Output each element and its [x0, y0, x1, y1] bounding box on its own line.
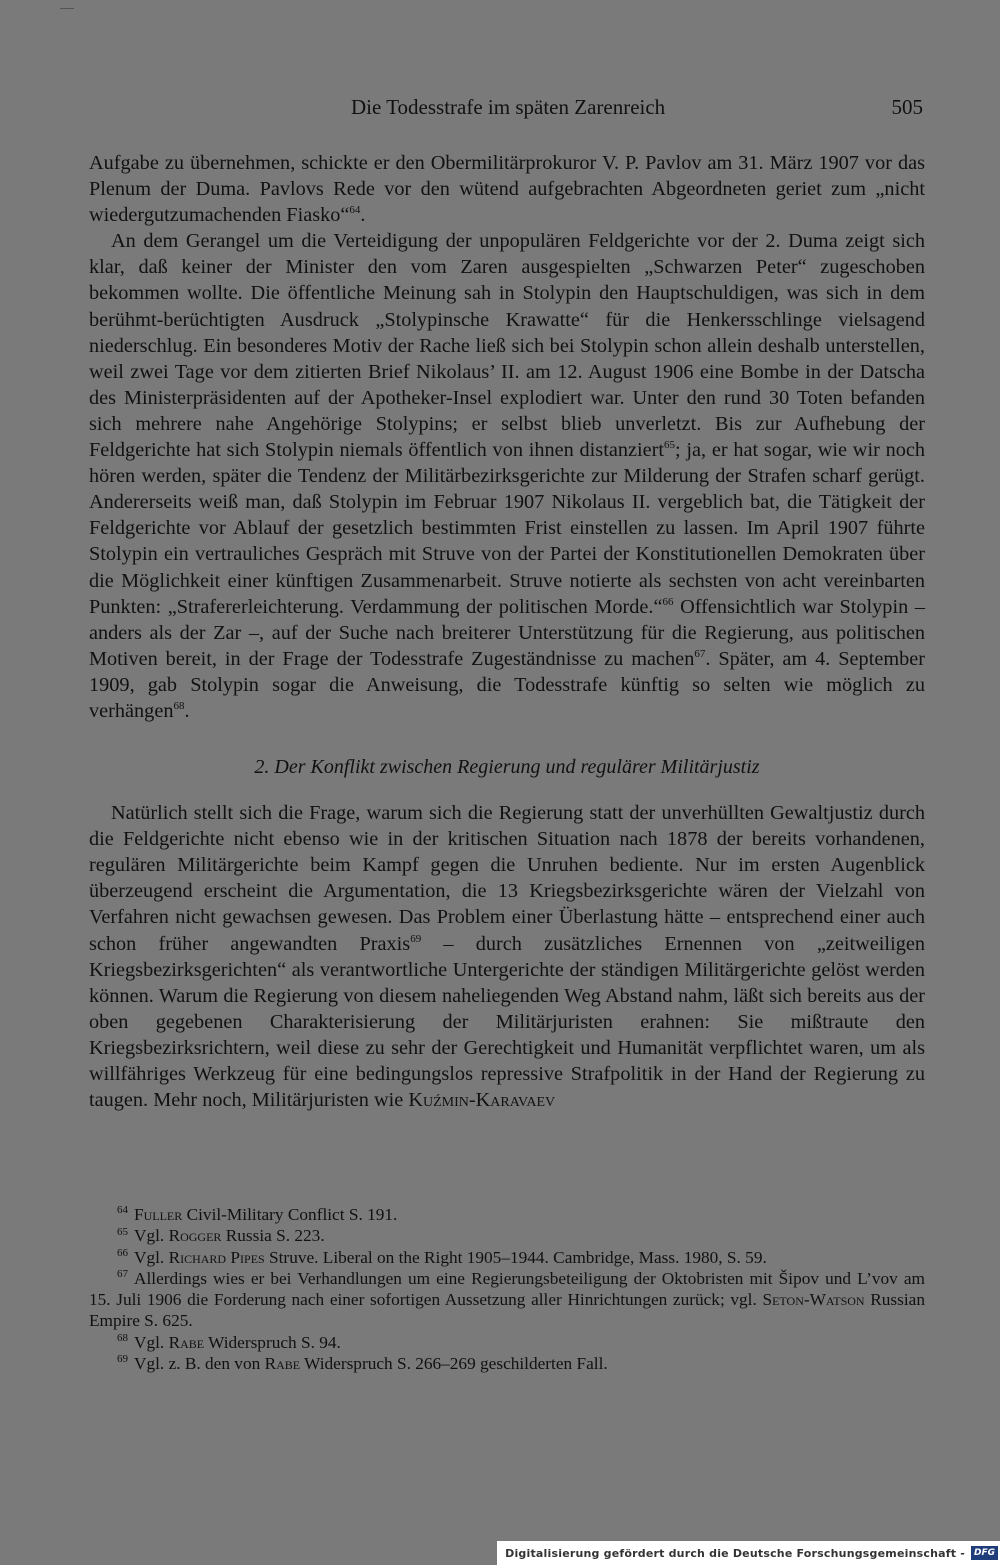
footnote-text: Widerspruch S. 266–269 geschilderten Fall. — [300, 1354, 608, 1374]
footnote-number: 65 — [117, 1225, 128, 1238]
main-text — [89, 150, 925, 1113]
footnote-text: Vgl. — [134, 1332, 169, 1352]
footnote-text: Widerspruch S. 94. — [204, 1332, 341, 1352]
footnote-ref-66: 66 — [662, 595, 674, 608]
funding-footer — [497, 1541, 1000, 1565]
footnote-68 — [89, 1332, 925, 1353]
footnote-author: Richard Pipes — [168, 1247, 265, 1267]
text-run: . — [184, 699, 190, 722]
scan-speck — [60, 8, 74, 9]
footnote-number: 67 — [117, 1268, 128, 1281]
footnote-ref-64: 64 — [349, 204, 361, 217]
footnote-65 — [89, 1225, 925, 1246]
text-run: . — [360, 204, 366, 227]
footnote-text: Struve. Liberal on the Right 1905–1944. Cambridge, Mass. 1980, S. 59. — [264, 1247, 767, 1267]
author-name: Kuźmin-Karavaev — [408, 1089, 556, 1112]
paragraph-2 — [89, 228, 925, 724]
footnote-67 — [89, 1268, 925, 1332]
text-run: . Später, am 4. September 1909, gab Stolypin sogar die Anweisung, die Todesstrafe künftig so selten wie möglich zu verhängen — [89, 647, 926, 722]
footnote-ref-67: 67 — [694, 648, 706, 661]
paragraph-1 — [89, 150, 925, 228]
footnote-ref-68: 68 — [173, 700, 185, 713]
section-heading: 2. Der Konflikt zwischen Regierung und regulärer Militärjustiz — [254, 756, 760, 779]
page-header — [89, 95, 925, 125]
footnote-author: Rabe — [264, 1354, 301, 1374]
footnote-ref-69: 69 — [410, 932, 422, 945]
footnote-text: Vgl. — [134, 1247, 169, 1267]
footnote-ref-65: 65 — [664, 439, 675, 452]
running-title: Die Todesstrafe im späten Zarenreich — [351, 95, 666, 119]
footnote-text: Civil-Military Conflict S. 191. — [182, 1205, 398, 1224]
text-run: An dem Gerangel um die Verteidigung der unpopulären Feldgerichte vor der 2. Duma zeigt sich klar, daß keiner der Minister den vom Zaren ausgespielten „Schwarzen Peter“ zugeschoben bekommen wollte. Die öffentliche Meinung sah in Stolypin den Hauptschuldigen, was sich in dem berühmt-berüchtigten Ausdruck „Stolypinsche Krawatte“ für die Henkersschlinge vielsagend niederschlug. Ein besonderes Motiv der Rache ließ sich bei Stolypin schon allein deshalb unterstellen, weil zwei Tage vor dem zitierten Brief Nikolaus’ II. am 12. August 1906 eine Bombe in der Datscha des Ministerpräsidenten auf der Apotheker-Insel explodiert war. Unter den rund 30 Toten befanden sich mehrere nahe Angehörige Stolypins; er selbst blieb unverletzt. Bis zur Aufhebung der Feldgerichte hat sich Stolypin niemals öffentlich von ihnen distanziert — [89, 230, 925, 462]
footnote-text: Russian Empire S. 625. — [89, 1290, 925, 1331]
footnote-66 — [89, 1247, 925, 1268]
text-run: Aufgabe zu übernehmen, schickte er den Obermilitärprokuror V. P. Pavlov am 31. März 1907 vor das Plenum der Duma. Pavlovs Rede vor den wütend aufgebrachten Abgeordneten geriet zum „nicht wiedergutzumachenden Fiasko“ — [89, 152, 925, 227]
page-number: 505 — [891, 95, 923, 119]
footnotes — [89, 1204, 925, 1374]
footnote-text: Vgl. — [134, 1226, 169, 1246]
footnote-text: Allerdings wies er bei Verhandlungen um eine Regierungsbeteiligung der Oktobristen mit Šipov und L’vov am 15. Juli 1906 die Forderung nach einer sofortigen Aussetzung aller Hinrichtungen zurück; vgl. — [89, 1268, 925, 1310]
footnote-author: Rogger — [168, 1226, 222, 1246]
footnote-69 — [89, 1353, 925, 1374]
text-run: ; ja, er hat sogar, wie wir noch hören werden, später die Tendenz der Militärbezirksgerichte zur Milderung der Strafen scharf gerügt. Andererseits weiß man, daß Stolypin im Februar 1907 Nikolaus II. vergeblich bat, die Tätigkeit der Feldgerichte vor Ablauf der gesetzlich bestimmten Frist einstellen zu lassen. Im April 1907 führte Stolypin ein vertrauliches Gespräch mit Struve von der Partei der Konstitutionellen Demokraten über die Möglichkeit einer künftigen Zusammenarbeit. Struve notierte als sechsten von acht vereinbarten Punkten: „Strafererleichterung. Verdammung der politischen Morde.“ — [89, 439, 925, 618]
footnote-number: 69 — [117, 1353, 128, 1366]
footnote-author: Rabe — [168, 1332, 205, 1352]
footnote-author: Seton-Watson — [762, 1290, 865, 1310]
footnote-number: 64 — [117, 1204, 128, 1217]
text-run: – durch zusätzliches Ernennen von „zeitweiligen Kriegsbezirksgerichten“ als verantwortliche Untergerichte der ständigen Militärgerichte gelöst werden können. Warum die Regierung von diesem naheliegenden Weg Abstand nahm, läßt sich bereits aus der oben gegebenen Charakterisierung der Militärjuristen erahnen: Sie mißtraute den Kriegsbezirksrichtern, weil diese zu sehr der Gerechtigkeit und Humanität verpflichtet waren, um als willfähriges Werkzeug für eine bedingungslos repressive Strafpolitik in der Hand der Regierung zu taugen. Mehr noch, Militärjuristen wie — [89, 932, 925, 1112]
footnote-text: Vgl. z. B. den von — [134, 1354, 265, 1374]
text-run: Natürlich stellt sich die Frage, warum sich die Regierung statt der unverhüllten Gewaltjustiz durch die Feldgerichte nicht ebenso wie in der kritischen Situation nach 1878 der bereits vorhandenen, regulären Militärgerichte beim Kampf gegen die Unruhen bediente. Nur im ersten Augenblick überzeugend erscheint die Argumentation, die 13 Kriegsbezirksgerichte wären der Vielzahl von Verfahren nicht gewachsen gewesen. Das Problem einer Überlastung hätte – entsprechend einer auch schon früher angewandten Praxis — [89, 802, 925, 955]
footnote-64 — [89, 1204, 925, 1225]
paragraph-3 — [89, 800, 925, 1113]
footnote-number: 66 — [117, 1246, 128, 1259]
funding-text: Digitalisierung gefördert durch die Deutsche Forschungsgemeinschaft - — [505, 1546, 965, 1560]
footnote-number: 68 — [117, 1332, 128, 1345]
text-run: Offensichtlich war Stolypin – anders als der Zar –, auf der Suche nach breiterer Unterstützung für die Regierung, aus politischen Motiven bereit, in der Frage der Todesstrafe Zugeständnisse zu machen — [89, 595, 926, 670]
dfg-logo: DFG — [971, 1546, 998, 1560]
footnote-author: Fuller — [134, 1205, 183, 1224]
footnote-text: Russia S. 223. — [221, 1226, 325, 1246]
